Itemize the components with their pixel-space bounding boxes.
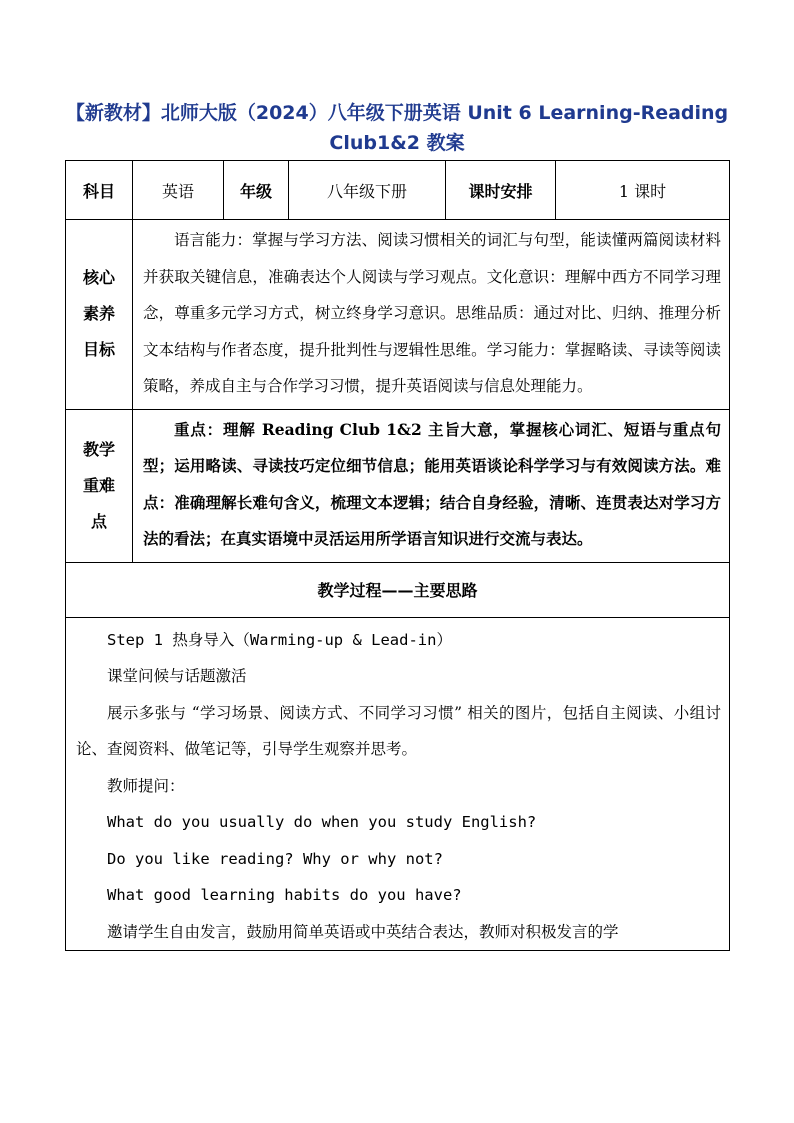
- question-3: What good learning habits do you have?: [107, 886, 462, 904]
- process-body-row: [66, 617, 730, 951]
- keypoints-text: 重点：理解 Reading Club 1&2 主旨大意，掌握核心词汇、短语与重点句型；运用略读、寻读技巧定位细节信息；能用英语谈论科学学习与有效阅读方法。难点：准确理解长难句含义，梳理文本逻辑；结合自身经验，清晰、连贯表达对学习方法的看法；在真实语境中灵活运用所学语言知识进行交流与表达。: [133, 409, 730, 562]
- grade-label: 年级: [224, 161, 289, 220]
- document-title: [60, 98, 734, 158]
- core-row: [66, 220, 730, 410]
- process-paragraph-1: 展示多张与 “学习场景、阅读方式、不同学习习惯” 相关的图片，包括自主阅读、小组讨论、查阅资料、做笔记等，引导学生观察并思考。: [76, 703, 721, 758]
- process-heading-row: [66, 562, 730, 617]
- lesson-plan-table: [65, 160, 730, 951]
- header-row: [66, 161, 730, 220]
- title-line-2: Club1&2 教案: [329, 132, 465, 154]
- question-2: Do you like reading? Why or why not?: [107, 849, 443, 868]
- keypoints-row: [66, 409, 730, 562]
- teacher-question-label: 教师提问：: [107, 776, 185, 795]
- process-heading: 教学过程——主要思路: [66, 562, 730, 617]
- process-body: [66, 617, 730, 951]
- question-1: What do you usually do when you study English?: [107, 813, 537, 831]
- process-paragraph-2: 邀请学生自由发言，鼓励用简单英语或中英结合表达，教师对积极发言的学: [107, 922, 619, 941]
- subject-label: 科目: [66, 161, 133, 220]
- subject-value: 英语: [133, 161, 224, 220]
- hours-label: 课时安排: [446, 161, 556, 220]
- keypoints-label: 教学重难点: [66, 409, 133, 562]
- core-label: 核心素养目标: [66, 220, 133, 410]
- hours-value: 1 课时: [556, 161, 730, 220]
- process-subheading: 课堂问候与话题激活: [107, 667, 247, 685]
- step1-title: Step 1 热身导入（Warming-up & Lead-in）: [107, 630, 452, 649]
- title-line-1: 【新教材】北师大版（2024）八年级下册英语 Unit 6 Learning-Reading: [65, 102, 729, 124]
- grade-value: 八年级下册: [289, 161, 446, 220]
- core-text: 语言能力：掌握与学习方法、阅读习惯相关的词汇与句型，能读懂两篇阅读材料并获取关键信息，准确表达个人阅读与学习观点。文化意识：理解中西方不同学习理念，尊重多元学习方式，树立终身学习意识。思维品质：通过对比、归纳、推理分析文本结构与作者态度，提升批判性与逻辑性思维。学习能力：掌握略读、寻读等阅读策略，养成自主与合作学习习惯，提升英语阅读与信息处理能力。: [133, 220, 730, 410]
